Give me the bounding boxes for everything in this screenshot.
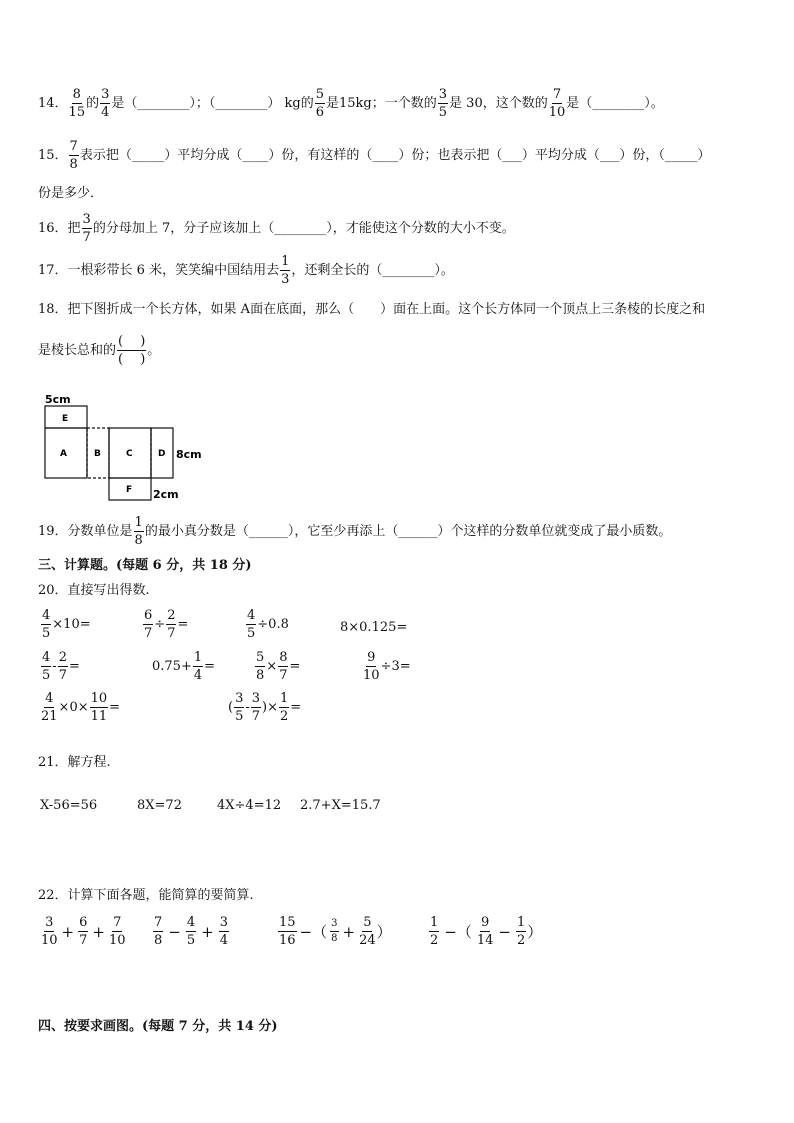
fraction: $\frac{3}{7}$ <box>82 212 91 245</box>
equation: 8X=72 <box>137 798 182 813</box>
calc-item: $\frac{4}{5}$ - $\frac{2}{7}$ = <box>42 650 80 683</box>
answer-fraction-blank: $\frac{( )}{( )}$ <box>118 334 146 367</box>
equation: 2.7+X=15.7 <box>300 798 381 813</box>
expression: $\frac{1}{2}$ −（ $\frac{9}{14}$ − $\frac{1}{2}$ ） <box>430 915 543 948</box>
fraction: $\frac{1}{3}$ <box>281 254 290 287</box>
equation: X-56=56 <box>40 798 98 813</box>
dim-label-right: 8cm <box>176 448 202 461</box>
calc-item: $\frac{4}{5}$ ×10= <box>42 608 91 641</box>
question-15-line2: 份是多少． <box>38 186 104 201</box>
face-F: F <box>126 485 133 495</box>
equation: 4X÷4=12 <box>217 798 282 813</box>
question-20-title: 20．直接写出得数. <box>38 583 150 598</box>
question-18: 18．把下图折成一个长方体，如果 A面在底面，那么（ ）面在上面。这个长方体同一个顶点上三条棱的长度之和 <box>38 302 706 317</box>
calc-item: $\frac{4}{21}$ ×0× $\frac{10}{11}$ = <box>41 691 121 724</box>
calc-item: $\frac{4}{5}$ ÷0.8 <box>247 608 289 641</box>
fraction: $\frac{7}{8}$ <box>69 139 78 172</box>
face-E: E <box>62 414 69 424</box>
fraction: $\frac{3}{5}$ <box>438 87 448 120</box>
calc-item: $\frac{5}{8}$ × $\frac{8}{7}$ = <box>256 650 301 683</box>
calc-item: 8×0.125= <box>340 620 408 635</box>
fraction: $\frac{5}{6}$ <box>315 87 325 120</box>
expression: $\frac{15}{16}$ −（ $\frac{3}{8}$ + $\frac{5}{24}$ ） <box>279 915 392 948</box>
face-C: C <box>126 449 133 459</box>
calc-item: $\frac{6}{7}$ ÷ $\frac{2}{7}$ = <box>144 608 189 641</box>
expression: $\frac{7}{8}$ − $\frac{4}{5}$ + $\frac{3}{4}$ <box>154 915 228 948</box>
calc-item: ( $\frac{3}{5}$ - $\frac{3}{7}$ )× $\frac{1}{2}$ = <box>228 691 302 724</box>
fraction: $\frac{1}{8}$ <box>134 515 143 548</box>
calc-item: $\frac{9}{10}$ ÷3= <box>363 650 411 683</box>
cuboid-net-figure <box>40 392 220 504</box>
question-18-line2: 是棱长总和的 $\frac{( )}{( )}$ 。 <box>38 334 161 367</box>
question-14: 14． $\frac{8}{15}$ 的 $\frac{3}{4}$ 是（________）；（________） kg的 $\frac{5}{6}$ 是15kg；一个数的 $\frac{3}{5}$ 是 30，这个数的 $\frac{7}{10}$ 是（________）。 <box>38 87 664 120</box>
question-15: 15． $\frac{7}{8}$ 表示把（_____）平均分成（____）份，有这样的（____）份；也表示把（___）平均分成（___）份，（_____） <box>38 139 711 172</box>
question-19: 19．分数单位是 $\frac{1}{8}$ 的最小真分数是（______），它至少再添上（______）个这样的分数单位就变成了最小质数。 <box>38 515 672 548</box>
question-17: 17．一根彩带长 6 米，笑笑编中国结用去 $\frac{1}{3}$ ，还剩全长的（________）。 <box>38 254 454 287</box>
dim-label-bottom: 2cm <box>153 488 179 501</box>
expression: $\frac{3}{10}$ + $\frac{6}{7}$ + $\frac{7}{10}$ <box>41 915 126 948</box>
fraction: $\frac{8}{15}$ <box>68 87 86 120</box>
face-D: D <box>158 449 166 459</box>
question-21-title: 21．解方程. <box>38 755 111 770</box>
calc-item: 0.75+ $\frac{1}{4}$ = <box>152 650 216 683</box>
fraction: $\frac{3}{4}$ <box>101 87 110 120</box>
face-B: B <box>94 449 101 459</box>
section-3-heading: 三、计算题。(每题 6 分，共 18 分) <box>38 558 252 573</box>
fraction: $\frac{7}{10}$ <box>548 87 566 120</box>
dim-label-top: 5cm <box>45 393 71 406</box>
face-A: A <box>60 449 67 459</box>
section-4-heading: 四、按要求画图。(每题 7 分，共 14 分) <box>38 1019 278 1034</box>
question-22-title: 22．计算下面各题，能简算的要简算. <box>38 888 254 903</box>
question-16: 16．把 $\frac{3}{7}$ 的分母加上 7，分子应该加上（________），才能使这个分数的大小不变。 <box>38 212 515 245</box>
